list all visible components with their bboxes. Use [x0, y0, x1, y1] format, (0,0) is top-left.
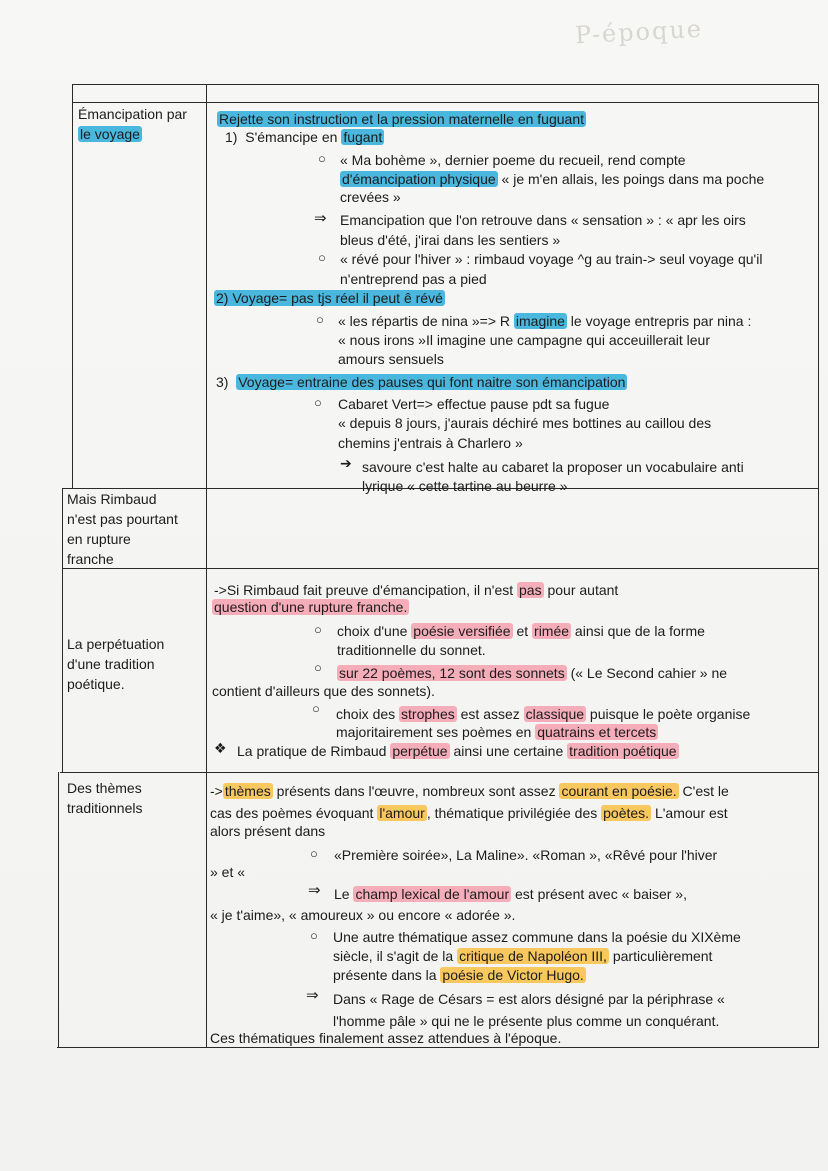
arrow-icon: ⇒: [306, 987, 319, 1004]
content-line: » et «: [210, 864, 246, 880]
content-line: Le champ lexical de l'amour est présent avec « baiser »,: [334, 886, 687, 902]
content-line: -> thèmes présents dans l'œuvre, nombreux sont assez courant en poésie. C'est le: [210, 783, 729, 799]
bullet-circle: ○: [314, 622, 322, 637]
bullet-circle: ○: [316, 312, 324, 327]
table-left-border-upper: [72, 84, 73, 488]
intro-line: Rejette son instruction et la pression maternelle en fuguant: [219, 111, 584, 127]
conclusion-line: La pratique de Rimbaud perpétue ainsi une certaine tradition poétique: [237, 743, 677, 759]
bullet-circle: ○: [318, 151, 326, 166]
content-line: Emancipation que l'on retrouve dans « sensation » : « apr les oirs: [340, 212, 746, 228]
content-line: Dans « Rage de Césars = est alors désigné par la périphrase «: [333, 991, 725, 1007]
content-line: « les répartis de nina »=> R imagine le voyage entrepris par nina :: [338, 313, 752, 329]
content-line: Une autre thématique assez commune dans la poésie du XIXème: [333, 929, 741, 945]
content-line: Cabaret Vert=> effectue pause pdt sa fugue: [338, 396, 610, 412]
diamond-bullet-icon: ❖: [214, 740, 227, 756]
arrow-icon: ➔: [340, 455, 352, 471]
section-1-heading: 1) S'émancipe en fugant: [225, 129, 383, 145]
conclusion-line: Ces thématiques finalement assez attendues à l'époque.: [210, 1030, 562, 1046]
content-line: ->Si Rimbaud fait preuve d'émancipation, il n'est pas pour autant: [214, 582, 619, 598]
content-line: n'entreprend pas a pied: [340, 271, 487, 287]
content-line: «Première soirée», La Maline». «Roman », «Rêvé pour l'hiver: [334, 847, 718, 863]
content-line: d'émancipation physique « je m'en allais, les poings dans ma poche: [342, 171, 765, 187]
content-line: choix des strophes est assez classique puisque le poète organise: [336, 706, 751, 722]
column-divider: [206, 84, 207, 1047]
content-line: l'homme pâle » qui ne le présente plus comme un conquérant.: [333, 1013, 720, 1029]
content-line: « depuis 8 jours, j'aurais déchiré mes bottines au caillou des: [338, 415, 712, 431]
content-line: amours sensuels: [338, 351, 444, 367]
content-line: crevées »: [340, 189, 401, 205]
content-line: traditionnelle du sonnet.: [337, 642, 486, 658]
content-line: présente dans la poésie de Victor Hugo.: [333, 967, 584, 983]
content-line: sur 22 poèmes, 12 sont des sonnets (« Le Second cahier » ne: [339, 665, 728, 681]
bullet-circle: ○: [318, 250, 326, 265]
bullet-circle: ○: [314, 395, 322, 410]
bullet-circle: ○: [312, 701, 320, 716]
bullet-circle: ○: [314, 660, 322, 675]
label-line-highlight: le voyage: [80, 126, 140, 142]
content-line: contient d'ailleurs que des sonnets).: [212, 683, 435, 699]
content-line: siècle, il s'agit de la critique de Napoléon III, particulièrement: [333, 948, 713, 964]
section-2-heading: 2) Voyage= pas tjs réel il peut ê révé: [216, 290, 443, 306]
arrow-icon: ⇒: [314, 210, 327, 227]
row-label-rupture: Mais Rimbaud n'est pas pourtant en rupture franche: [67, 491, 178, 567]
bullet-circle: ○: [310, 928, 318, 943]
table-right-border: [818, 84, 819, 1047]
content-line: bleus d'été, j'irai dans les sentiers »: [340, 232, 561, 248]
content-line: lyrique « cette tartine au beurre »: [362, 478, 568, 494]
content-line: alors présent dans: [210, 823, 326, 839]
content-line: cas des poèmes évoquant l'amour , thématique privilégiée des poètes. L'amour est: [210, 805, 728, 821]
table-header-border: [72, 102, 819, 103]
content-line: « je t'aime», « amoureux » ou encore « adorée ».: [210, 907, 516, 923]
row-label-themes: Des thèmes traditionnels: [67, 780, 143, 816]
content-line: majoritairement ses poèmes en quatrains et tercets: [336, 724, 657, 740]
row-label-emancipation: [78, 104, 187, 144]
content-line: chemins j'entrais à Charlero »: [338, 435, 523, 451]
faded-page-title: P-époque: [574, 14, 704, 50]
content-line: « révé pour l'hiver » : rimbaud voyage ^g au train-> seul voyage qu'il: [340, 251, 763, 267]
content-line: « Ma bohème », dernier poeme du recueil, rend compte: [340, 152, 686, 168]
table-left-border-middle: [62, 488, 63, 772]
row-label-tradition: La perpétuation d'une tradition poétique.: [67, 636, 165, 692]
arrow-icon: ⇒: [308, 882, 321, 899]
content-line: question d'une rupture franche.: [214, 599, 408, 615]
row-divider-3: [60, 772, 819, 773]
table-bottom-border: [57, 1047, 819, 1048]
label-line: Émancipation par: [78, 106, 187, 122]
table-top-border: [72, 84, 819, 85]
content-line: choix d'une poésie versifiée et rimée ainsi que de la forme: [337, 623, 705, 639]
content-line: savoure c'est halte au cabaret la proposer un vocabulaire anti: [362, 459, 744, 475]
table-left-border-lower: [58, 772, 59, 1047]
content-line: « nous irons »Il imagine une campagne qui acceuillerait leur: [338, 332, 710, 348]
bullet-circle: ○: [310, 846, 318, 861]
section-3-heading: 3) Voyage= entraine des pauses qui font naitre son émancipation: [216, 374, 626, 390]
